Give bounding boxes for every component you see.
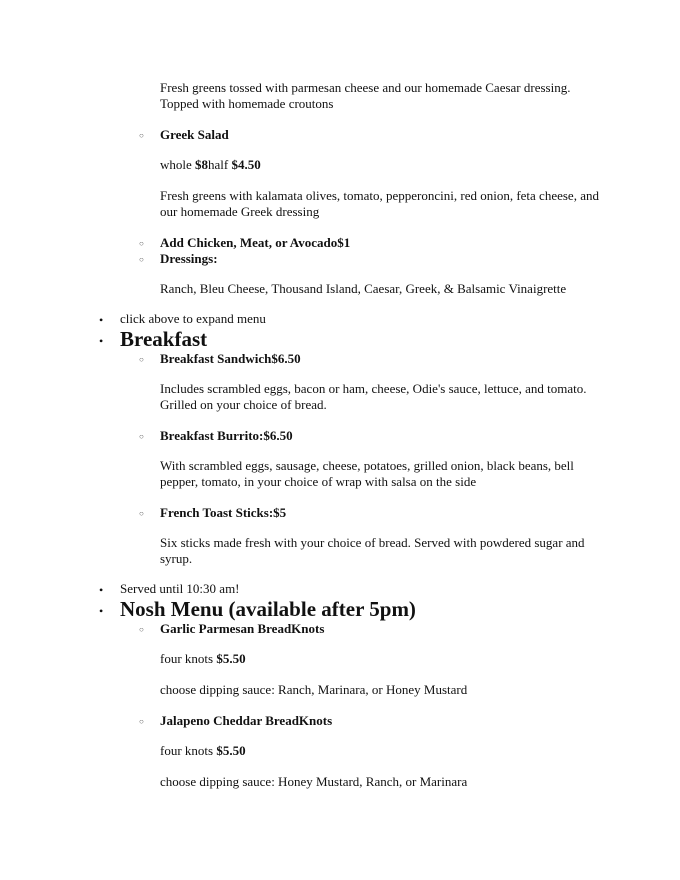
sub-bullet-icon: ○: [139, 131, 144, 140]
sub-bullet-icon: ○: [139, 625, 144, 634]
jalapeno-cheddar-breadknots-title: Jalapeno Cheddar BreadKnots: [160, 713, 333, 728]
qty-label: four knots: [160, 743, 217, 758]
half-price: $4.50: [231, 157, 261, 172]
dressings-list: Ranch, Bleu Cheese, Thousand Island, Caesar, Greek, & Balsamic Vinaigrette: [160, 281, 567, 296]
breakfast-burrito-description: With scrambled eggs, sausage, cheese, potatoes, grilled onion, black beans, bell pepper, tomato, in your choice of wrap with salsa on the side: [160, 458, 574, 489]
greek-salad-title: Greek Salad: [160, 127, 229, 142]
sub-bullet-icon: ○: [139, 432, 144, 441]
breakfast-sandwich-description: Includes scrambled eggs, bacon or ham, cheese, Odie's sauce, lettuce, and tomato. Grilled on your choice of bread.: [160, 381, 587, 412]
greek-salad-price: [160, 157, 261, 173]
add-on-option: Add Chicken, Meat, or Avocado$1: [160, 235, 351, 250]
bullet-icon: •: [99, 583, 104, 597]
jalapeno-cheddar-breadknots-sauce: choose dipping sauce: Honey Mustard, Ranch, or Marinara: [160, 774, 468, 789]
whole-label: whole: [160, 157, 196, 172]
price: $5.50: [216, 651, 246, 666]
bullet-icon: •: [99, 604, 104, 618]
breakfast-burrito-title: Breakfast Burrito:$6.50: [160, 428, 293, 443]
qty-label: four knots: [160, 651, 217, 666]
breakfast-heading[interactable]: Breakfast: [120, 327, 208, 351]
jalapeno-cheddar-breadknots-price: [160, 743, 246, 759]
nosh-menu-heading[interactable]: Nosh Menu (available after 5pm): [120, 597, 416, 621]
sub-bullet-icon: ○: [139, 239, 144, 248]
sub-bullet-icon: ○: [139, 355, 144, 364]
french-toast-sticks-title: French Toast Sticks:$5: [160, 505, 287, 520]
sub-bullet-icon: ○: [139, 509, 144, 518]
breakfast-sandwich-title: Breakfast Sandwich$6.50: [160, 351, 301, 366]
expand-menu-link[interactable]: click above to expand menu: [120, 311, 266, 326]
greek-salad-description: Fresh greens with kalamata olives, tomato, pepperoncini, red onion, feta cheese, and our homemade Greek dressing: [160, 188, 599, 219]
garlic-parmesan-breadknots-price: [160, 651, 246, 667]
half-label: half: [208, 157, 232, 172]
whole-price: $8: [195, 157, 209, 172]
bullet-icon: •: [99, 313, 104, 327]
sub-bullet-icon: ○: [139, 717, 144, 726]
breakfast-hours-note: Served until 10:30 am!: [120, 581, 240, 596]
caesar-salad-description: Fresh greens tossed with parmesan cheese and our homemade Caesar dressing. Topped with homemade croutons: [160, 80, 571, 111]
sub-bullet-icon: ○: [139, 255, 144, 264]
dressings-title: Dressings:: [160, 251, 218, 266]
garlic-parmesan-breadknots-title: Garlic Parmesan BreadKnots: [160, 621, 325, 636]
french-toast-sticks-description: Six sticks made fresh with your choice of bread. Served with powdered sugar and syrup.: [160, 535, 585, 566]
price: $5.50: [216, 743, 246, 758]
bullet-icon: •: [99, 334, 104, 348]
garlic-parmesan-breadknots-sauce: choose dipping sauce: Ranch, Marinara, or Honey Mustard: [160, 682, 468, 697]
